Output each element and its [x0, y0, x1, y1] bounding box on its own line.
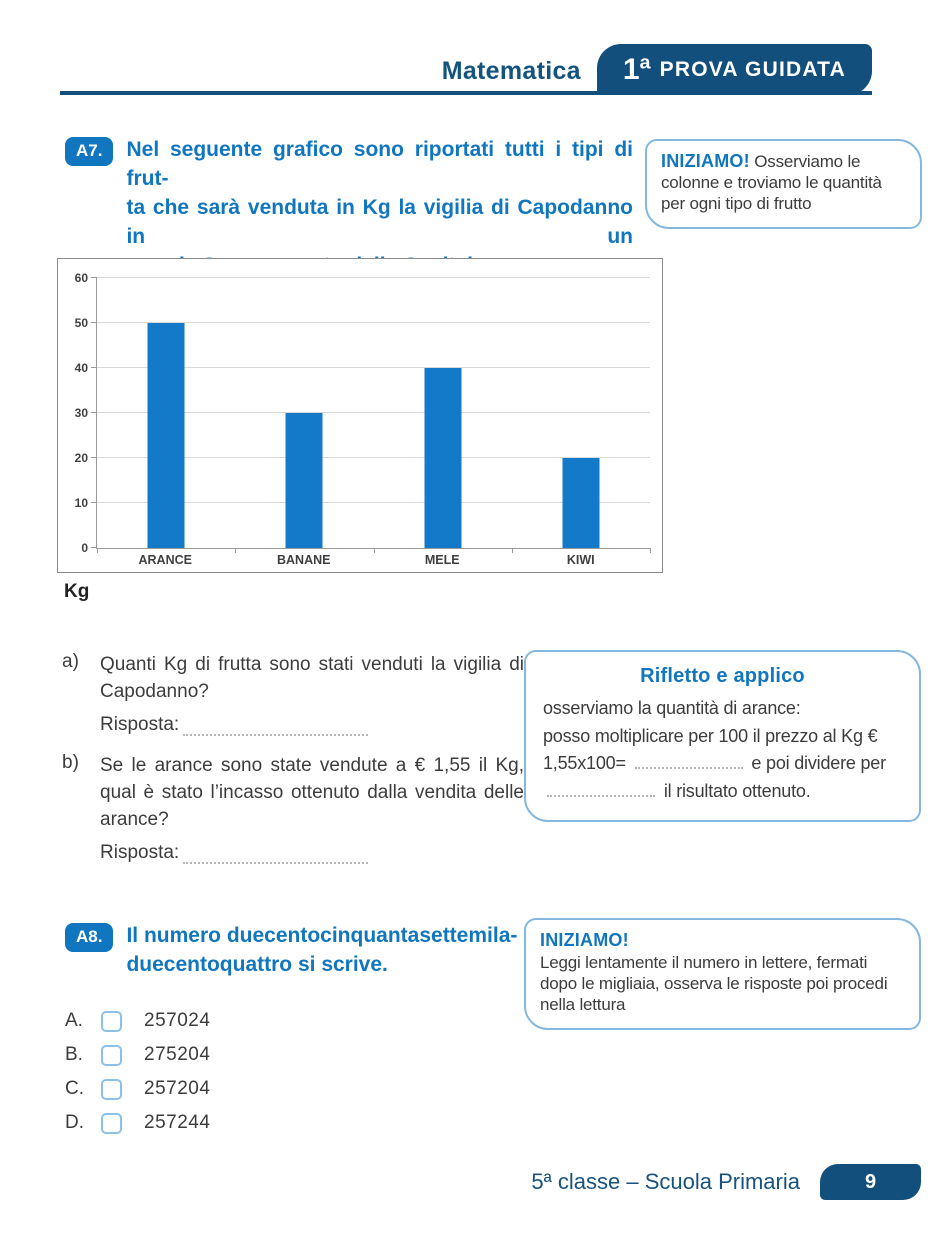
reflect-part1: posso moltiplicare per 100 il prezzo al Kg € 1,55x100=: [543, 725, 878, 773]
reflect-part2: e poi dividere per: [751, 753, 886, 773]
reflect-blank-2[interactable]: [547, 781, 655, 797]
y-axis-tick-label-20: 20: [74, 451, 88, 466]
answer-label-b: Risposta:: [100, 842, 180, 863]
question-a8-line1: Il numero duecentocinquantasettemila-: [126, 924, 518, 947]
prova-guidata-badge: [597, 44, 872, 95]
chart-plot: [74, 271, 650, 555]
question-a8-text: [126, 921, 517, 979]
question-a8: [65, 921, 523, 979]
sub-question-a-text: Quanti Kg di frutta sono stati venduti la vigilia di Capodanno?: [100, 654, 524, 702]
x-axis-tick-4: [650, 548, 651, 553]
option-row-A: [65, 1004, 210, 1038]
question-a8-line2: duecentoquattro si scrive.: [126, 953, 388, 976]
page-header: [60, 44, 872, 95]
chart-unit-caption: Kg: [64, 581, 90, 602]
hint-box-a7: [645, 139, 922, 229]
bar-arance: [148, 323, 185, 548]
y-axis-tick-60: [91, 277, 97, 278]
sub-question-a: [62, 651, 524, 705]
option-row-C: [65, 1072, 210, 1106]
option-checkbox-C[interactable]: [101, 1079, 122, 1100]
hint-a8-text: Leggi lentamente il numero in lettere, fermati dopo le migliaia, osserva le risposte poi procedi nella lettura: [540, 953, 888, 1014]
hint-a7-text: Osserviamo le colonne e troviamo le quantità per ogni tipo di frutto: [661, 152, 882, 213]
option-checkbox-A[interactable]: [101, 1011, 122, 1032]
y-axis-tick-50: [91, 322, 97, 323]
sub-question-b-label: b): [62, 752, 79, 773]
gridline-60: [97, 277, 650, 278]
question-a7-line2: ta che sarà venduta in Kg la vigilia di Capodanno in un: [126, 196, 633, 248]
reflect-box: [524, 650, 921, 822]
y-axis-tick-label-30: 30: [74, 406, 88, 420]
reflect-line1: osserviamo la quantità di arance:: [543, 698, 801, 718]
y-axis-tick-label-0: 0: [81, 541, 88, 555]
y-axis-tick-label-40: 40: [74, 361, 88, 376]
answer-options: [65, 1004, 210, 1140]
y-axis-tick-label-60: 60: [74, 271, 88, 285]
question-a7-line1: Nel seguente grafico sono riportati tutti i tipi di frut-: [126, 138, 633, 190]
hint-a8-title: INIZIAMO!: [540, 930, 629, 950]
option-value-B: 275204: [144, 1044, 211, 1065]
sub-question-b: [62, 752, 524, 833]
bar-banane: [286, 413, 323, 548]
sub-question-b-text: Se le arance sono state vendute a € 1,55 il Kg, qual è stato l’incasso ottenuto dalla vendita delle arance?: [100, 755, 524, 830]
option-value-C: 257204: [144, 1078, 211, 1099]
option-row-D: [65, 1106, 210, 1140]
subject-title: Matematica: [441, 57, 581, 85]
page-number-badge: 9: [820, 1164, 921, 1200]
sub-question-a-label: a): [62, 651, 79, 672]
bar-kiwi: [562, 458, 599, 548]
sub-questions: [62, 651, 524, 880]
footer-text: 5ª classe – Scuola Primaria: [531, 1169, 800, 1194]
option-letter-B: B.: [65, 1044, 83, 1065]
y-axis-tick-label-10: 10: [74, 496, 88, 511]
option-row-B: [65, 1038, 210, 1072]
x-axis-category-label-banane: BANANE: [277, 553, 331, 567]
reflect-title: Rifletto e applico: [640, 665, 805, 687]
question-a8-badge: A8.: [65, 923, 113, 952]
option-value-D: 257244: [144, 1112, 211, 1133]
reflect-part3: il risultato ottenuto.: [663, 780, 811, 801]
option-letter-A: A.: [65, 1010, 83, 1031]
y-axis-tick-40: [91, 367, 97, 368]
y-axis-tick-30: [91, 412, 97, 413]
option-letter-D: D.: [65, 1112, 84, 1133]
answer-field-a[interactable]: [183, 720, 368, 736]
question-a7-badge: A7.: [65, 137, 113, 166]
prova-label: PROVA GUIDATA: [659, 57, 846, 81]
chart-x-labels: [96, 553, 650, 567]
y-axis-tick-20: [91, 457, 97, 458]
reflect-blank-1[interactable]: [635, 753, 743, 769]
answer-row-a: [100, 714, 524, 736]
y-axis-tick-label-50: 50: [74, 316, 88, 330]
answer-field-b[interactable]: [183, 848, 368, 864]
prova-number: 1ª: [622, 52, 651, 86]
x-axis-category-label-kiwi: KIWI: [566, 553, 595, 567]
x-axis-category-label-mele: MELE: [424, 553, 460, 567]
answer-row-b: [100, 842, 524, 864]
option-checkbox-B[interactable]: [101, 1045, 122, 1066]
page-footer: [531, 1164, 921, 1200]
bar-mele: [424, 368, 461, 548]
hint-a7-title: INIZIAMO!: [661, 151, 750, 171]
y-axis-tick-10: [91, 502, 97, 503]
option-value-A: 257024: [144, 1010, 211, 1031]
x-axis-category-label-arance: ARANCE: [138, 553, 192, 567]
bar-chart: [57, 258, 663, 573]
answer-label-a: Risposta:: [100, 714, 180, 735]
option-letter-C: C.: [65, 1078, 84, 1099]
option-checkbox-D[interactable]: [101, 1113, 122, 1134]
reflect-body: [543, 695, 902, 805]
hint-box-a8: [524, 918, 921, 1030]
